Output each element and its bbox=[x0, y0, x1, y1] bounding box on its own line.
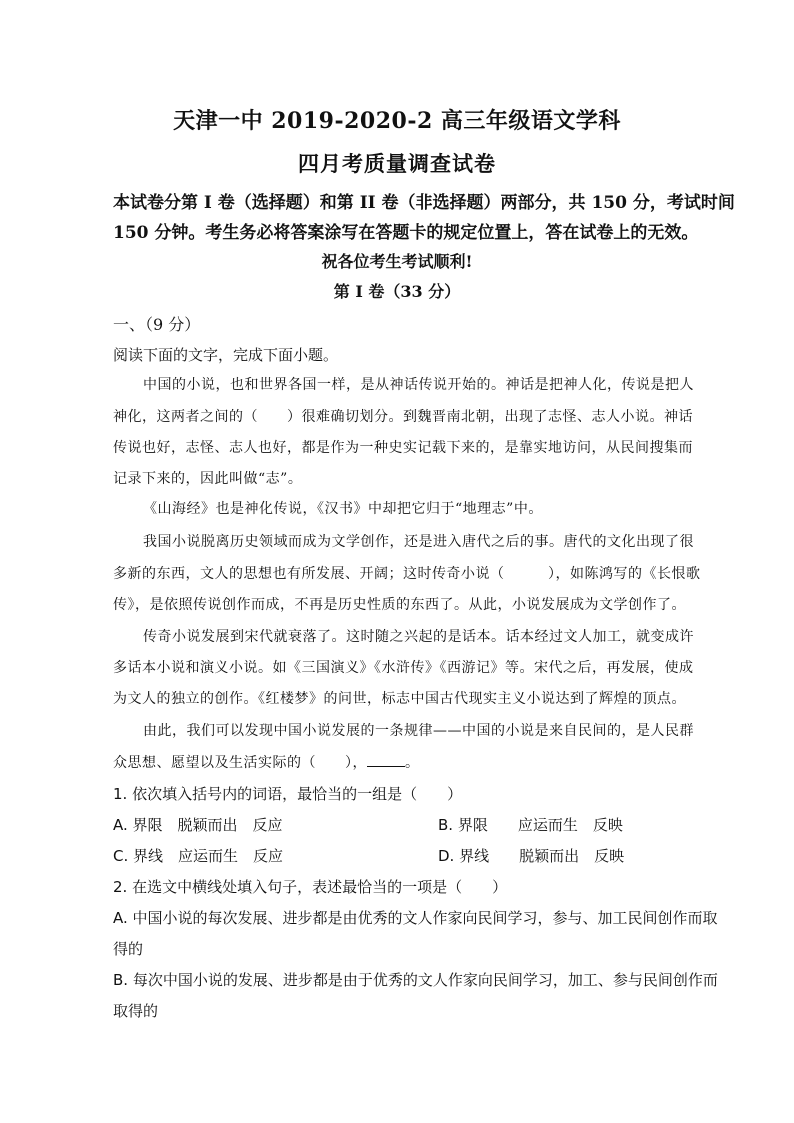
passage-line: 《山海经》也是神化传说，《汉书》中却把它归于“地理志”中。 bbox=[143, 501, 543, 517]
option-d: D. 界线 脱颖而出 反映 bbox=[438, 847, 625, 865]
option-b: B. 界限 应运而生 反映 bbox=[438, 816, 623, 834]
passage-line: 由此，我们可以发现中国小说发展的一条规律——中国的小说是来自民间的，是人民群 bbox=[143, 723, 694, 739]
volume-heading: 第 I 卷（33 分） bbox=[333, 282, 461, 301]
option-b-line-2: 取得的 bbox=[113, 1002, 159, 1020]
instructions-line-1: 本试卷分第 I 卷（选择题）和第 II 卷（非选择题）两部分，共 150 分，考试时间 bbox=[113, 193, 735, 213]
option-a: A. 界限 脱颖而出 反应 bbox=[113, 816, 283, 834]
passage-line: 传奇小说发展到宋代就衰落了。这时随之兴起的是话本。话本经过文人加工，就变成许 bbox=[143, 629, 694, 645]
answer-blank bbox=[367, 754, 405, 767]
instructions-line-2: 150 分钟。考生务必将答案涂写在答题卡的规定位置上，答在试卷上的无效。 bbox=[113, 223, 699, 243]
passage-line: 为文人的独立的创作。《红楼梦》的问世，标志中国古代现实主义小说达到了辉煌的顶点。 bbox=[113, 691, 686, 707]
question-stem: 2. 在选文中横线处填入句子，表述最恰当的一项是（ ） bbox=[113, 878, 508, 896]
passage-line: 记录下来的，因此叫做“志”。 bbox=[113, 471, 303, 487]
passage-line: 神化，这两者之间的（ ）很难确切划分。到魏晋南北朝，出现了志怪、志人小说。神话 bbox=[113, 409, 693, 425]
exam-title: 天津一中 2019-2020-2 高三年级语文学科 bbox=[173, 108, 621, 134]
section-heading: 一、（9 分） bbox=[113, 315, 201, 334]
passage-line-with-blank bbox=[113, 752, 420, 772]
passage-line: 我国小说脱离历史领域而成为文学创作，还是进入唐代之后的事。唐代的文化出现了很 bbox=[143, 534, 694, 550]
option-c: C. 界线 应运而生 反应 bbox=[113, 847, 284, 865]
passage-line: 多话本小说和演义小说。如《三国演义》《水浒传》《西游记》等。宋代之后，再发展，使成 bbox=[113, 660, 694, 676]
passage-text: 众思想、愿望以及生活实际的（ ）， bbox=[113, 755, 367, 771]
option-b-line-1: B. 每次中国小说的发展、进步都是由于优秀的文人作家向民间学习，加工、参与民间创作而 bbox=[113, 971, 718, 989]
passage-line: 多新的东西，文人的思想也有所发展、开阔；这时传奇小说（ ），如陈鸿写的《长恨歌 bbox=[113, 566, 701, 582]
question-stem: 1. 依次填入括号内的词语，最恰当的一组是（ ） bbox=[113, 785, 463, 803]
option-a-line-2: 得的 bbox=[113, 940, 144, 958]
passage-line: 传说也好，志怪、志人也好，都是作为一种史实记载下来的，是靠实地访问，从民间搜集而 bbox=[113, 440, 693, 456]
passage-end: 。 bbox=[405, 755, 420, 771]
section-direction: 阅读下面的文字，完成下面小题。 bbox=[113, 346, 339, 364]
passage-line: 传》，是依照传说创作而成，不再是历史性质的东西了。从此，小说发展成为文学创作了。 bbox=[113, 597, 686, 613]
passage-line: 中国的小说，也和世界各国一样，是从神话传说开始的。神话是把神人化，传说是把人 bbox=[143, 377, 694, 393]
option-a-line-1: A. 中国小说的每次发展、进步都是由优秀的文人作家向民间学习，参与、加工民间创作而取 bbox=[113, 909, 718, 927]
wish-line: 祝各位考生考试顺利! bbox=[321, 252, 473, 271]
exam-subtitle: 四月考质量调查试卷 bbox=[298, 151, 496, 176]
